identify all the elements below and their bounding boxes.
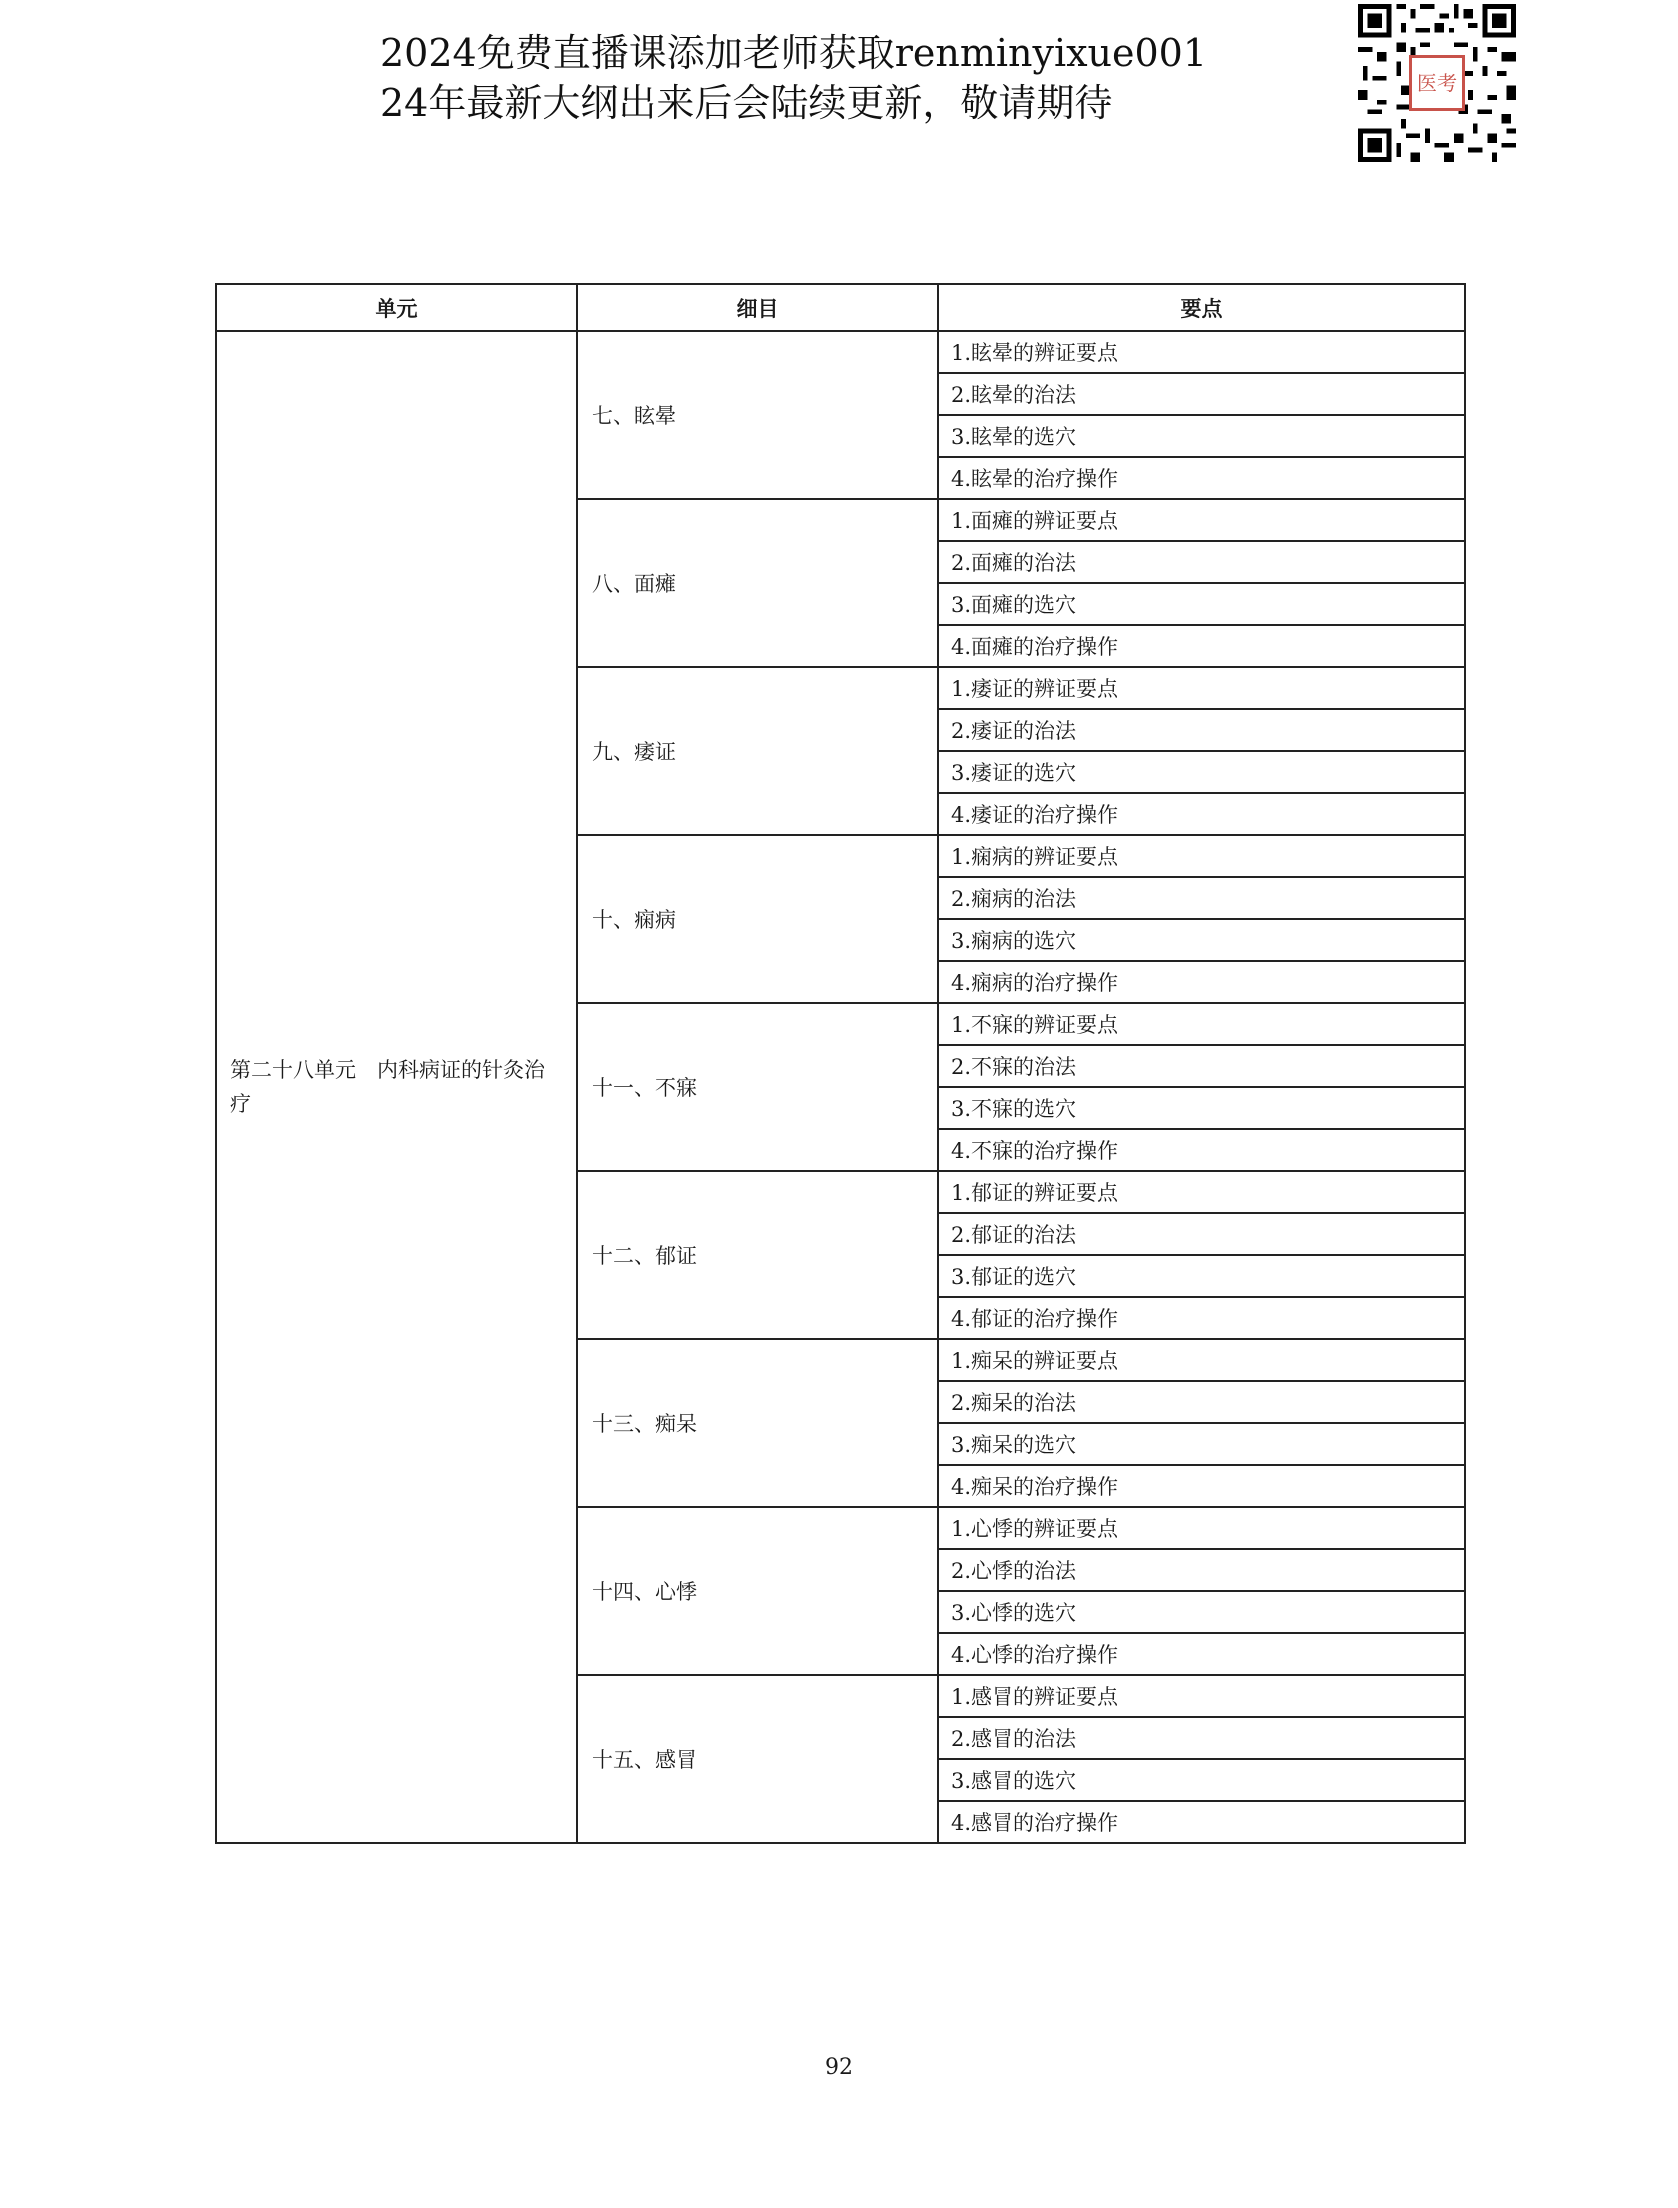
header-line-2: 24年最新大纲出来后会陆续更新，敬请期待 bbox=[380, 81, 1113, 125]
point-cell: 2.痫病的治法 bbox=[938, 877, 1465, 919]
point-cell: 4.郁证的治疗操作 bbox=[938, 1297, 1465, 1339]
table-header-row bbox=[216, 284, 1465, 331]
point-cell: 3.感冒的选穴 bbox=[938, 1759, 1465, 1801]
point-cell: 1.痿证的辨证要点 bbox=[938, 667, 1465, 709]
point-cell: 4.痫病的治疗操作 bbox=[938, 961, 1465, 1003]
item-cell: 十三、痴呆 bbox=[577, 1339, 938, 1507]
item-cell: 十一、不寐 bbox=[577, 1003, 938, 1171]
header-points: 要点 bbox=[938, 284, 1465, 331]
syllabus-table-container bbox=[215, 283, 1464, 1844]
page-header bbox=[380, 28, 1207, 128]
item-cell: 十二、郁证 bbox=[577, 1171, 938, 1339]
point-cell: 3.眩晕的选穴 bbox=[938, 415, 1465, 457]
table-body bbox=[216, 331, 1465, 1843]
header-line-1: 2024免费直播课添加老师获取renminyixue001 bbox=[380, 31, 1208, 75]
point-cell: 2.心悸的治法 bbox=[938, 1549, 1465, 1591]
page-number: 92 bbox=[825, 2055, 853, 2080]
point-cell: 2.面瘫的治法 bbox=[938, 541, 1465, 583]
point-cell: 2.眩晕的治法 bbox=[938, 373, 1465, 415]
header-unit: 单元 bbox=[216, 284, 577, 331]
item-cell: 七、眩晕 bbox=[577, 331, 938, 499]
point-cell: 4.痴呆的治疗操作 bbox=[938, 1465, 1465, 1507]
item-cell: 九、痿证 bbox=[577, 667, 938, 835]
point-cell: 2.不寐的治法 bbox=[938, 1045, 1465, 1087]
point-cell: 3.心悸的选穴 bbox=[938, 1591, 1465, 1633]
point-cell: 3.痫病的选穴 bbox=[938, 919, 1465, 961]
point-cell: 4.面瘫的治疗操作 bbox=[938, 625, 1465, 667]
point-cell: 4.心悸的治疗操作 bbox=[938, 1633, 1465, 1675]
item-cell: 十五、感冒 bbox=[577, 1675, 938, 1843]
item-cell: 八、面瘫 bbox=[577, 499, 938, 667]
point-cell: 1.不寐的辨证要点 bbox=[938, 1003, 1465, 1045]
point-cell: 2.痿证的治法 bbox=[938, 709, 1465, 751]
table-row bbox=[216, 331, 1465, 373]
point-cell: 3.面瘫的选穴 bbox=[938, 583, 1465, 625]
item-cell: 十、痫病 bbox=[577, 835, 938, 1003]
syllabus-table bbox=[215, 283, 1466, 1844]
point-cell: 1.感冒的辨证要点 bbox=[938, 1675, 1465, 1717]
point-cell: 4.不寐的治疗操作 bbox=[938, 1129, 1465, 1171]
point-cell: 4.痿证的治疗操作 bbox=[938, 793, 1465, 835]
qr-code-graphic bbox=[1358, 4, 1516, 162]
point-cell: 3.痴呆的选穴 bbox=[938, 1423, 1465, 1465]
point-cell: 2.痴呆的治法 bbox=[938, 1381, 1465, 1423]
qr-code-icon bbox=[1358, 4, 1516, 162]
point-cell: 1.郁证的辨证要点 bbox=[938, 1171, 1465, 1213]
point-cell: 4.感冒的治疗操作 bbox=[938, 1801, 1465, 1843]
point-cell: 3.不寐的选穴 bbox=[938, 1087, 1465, 1129]
point-cell: 3.痿证的选穴 bbox=[938, 751, 1465, 793]
point-cell: 2.郁证的治法 bbox=[938, 1213, 1465, 1255]
point-cell: 2.感冒的治法 bbox=[938, 1717, 1465, 1759]
point-cell: 1.心悸的辨证要点 bbox=[938, 1507, 1465, 1549]
point-cell: 1.眩晕的辨证要点 bbox=[938, 331, 1465, 373]
point-cell: 1.面瘫的辨证要点 bbox=[938, 499, 1465, 541]
point-cell: 4.眩晕的治疗操作 bbox=[938, 457, 1465, 499]
point-cell: 1.痫病的辨证要点 bbox=[938, 835, 1465, 877]
qr-center-label: 医考 bbox=[1416, 71, 1458, 96]
unit-cell: 第二十八单元 内科病证的针灸治疗 bbox=[216, 331, 577, 1843]
item-cell: 十四、心悸 bbox=[577, 1507, 938, 1675]
header-item: 细目 bbox=[577, 284, 938, 331]
point-cell: 3.郁证的选穴 bbox=[938, 1255, 1465, 1297]
point-cell: 1.痴呆的辨证要点 bbox=[938, 1339, 1465, 1381]
